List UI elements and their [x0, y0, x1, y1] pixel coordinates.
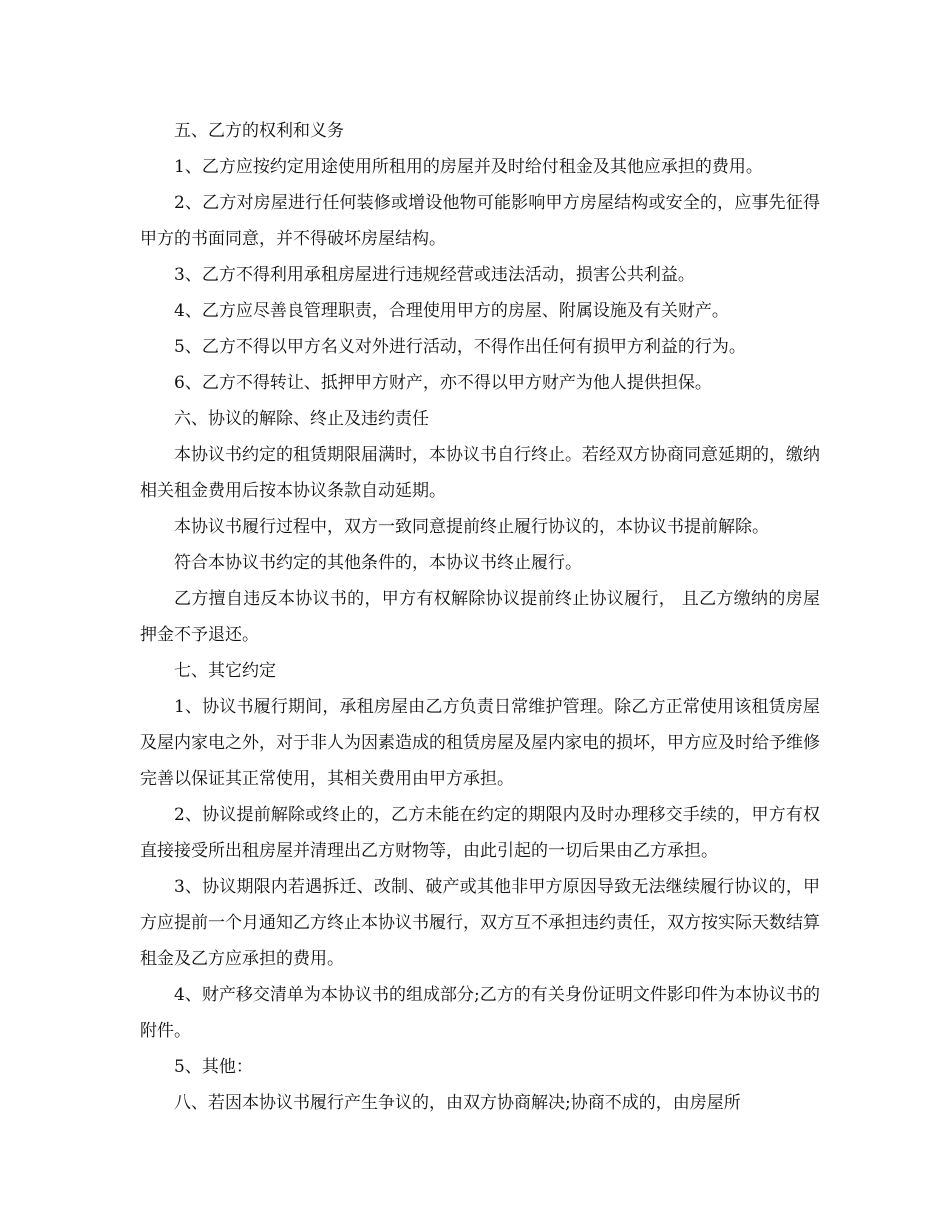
- clause-7-1: 1、协议书履行期间，承租房屋由乙方负责日常维护管理。除乙方正常使用该租赁房屋及屋内家电之外，对于非人为因素造成的租赁房屋及屋内家电的损坏，甲方应及时给予维修完善以保证其正常使用，其相关费用由甲方承担。: [140, 697, 820, 789]
- clause-7-2: 2、协议提前解除或终止的，乙方未能在约定的期限内及时办理移交手续的，甲方有权直接接受所出租房屋并清理出乙方财物等，由此引起的一切后果由乙方承担。: [140, 805, 820, 861]
- clause-5-5: 5、乙方不得以甲方名义对外进行活动，不得作出任何有损甲方利益的行为。: [174, 337, 746, 357]
- section-heading-8: 八、若因本协议书履行产生争议的，由双方协商解决;协商不成的，由房屋所: [174, 1093, 741, 1113]
- clause-5-4: 4、乙方应尽善良管理职责，合理使用甲方的房屋、附属设施及有关财产。: [174, 301, 729, 321]
- section-heading-5: 五、乙方的权利和义务: [174, 121, 344, 141]
- section-heading-7: 七、其它约定: [174, 661, 276, 681]
- clause-5-1: 1、乙方应按约定用途使用所租用的房屋并及时给付租金及其他应承担的费用。: [174, 157, 763, 177]
- document-body: [140, 113, 820, 1121]
- clause-7-3: 3、协议期限内若遇拆迁、改制、破产或其他非甲方原因导致无法继续履行协议的，甲方应提前一个月通知乙方终止本协议书履行，双方互不承担违约责任，双方按实际天数结算租金及乙方应承担的费用。: [140, 877, 820, 969]
- clause-6-breach: 乙方擅自违反本协议书的，甲方有权解除协议提前终止协议履行， 且乙方缴纳的房屋押金不予退还。: [140, 589, 820, 645]
- clause-7-4: 4、财产移交清单为本协议书的组成部分;乙方的有关身份证明文件影印件为本协议书的附件。: [140, 985, 820, 1041]
- clause-6-early-termination: 本协议书履行过程中，双方一致同意提前终止履行协议的，本协议书提前解除。: [174, 517, 769, 537]
- clause-6-other-conditions: 符合本协议书约定的其他条件的，本协议书终止履行。: [174, 553, 582, 573]
- clause-5-3: 3、乙方不得利用承租房屋进行违规经营或违法活动，损害公共利益。: [174, 265, 695, 285]
- clause-5-6: 6、乙方不得转让、抵押甲方财产，亦不得以甲方财产为他人提供担保。: [174, 373, 712, 393]
- clause-6-expiry: 本协议书约定的租赁期限届满时，本协议书自行终止。若经双方协商同意延期的，缴纳相关租金费用后按本协议条款自动延期。: [140, 445, 820, 501]
- clause-7-5: 5、其他：: [174, 1057, 253, 1077]
- section-heading-6: 六、协议的解除、终止及违约责任: [174, 409, 429, 429]
- clause-5-2: 2、乙方对房屋进行任何装修或增设他物可能影响甲方房屋结构或安全的，应事先征得甲方的书面同意，并不得破坏房屋结构。: [140, 193, 820, 249]
